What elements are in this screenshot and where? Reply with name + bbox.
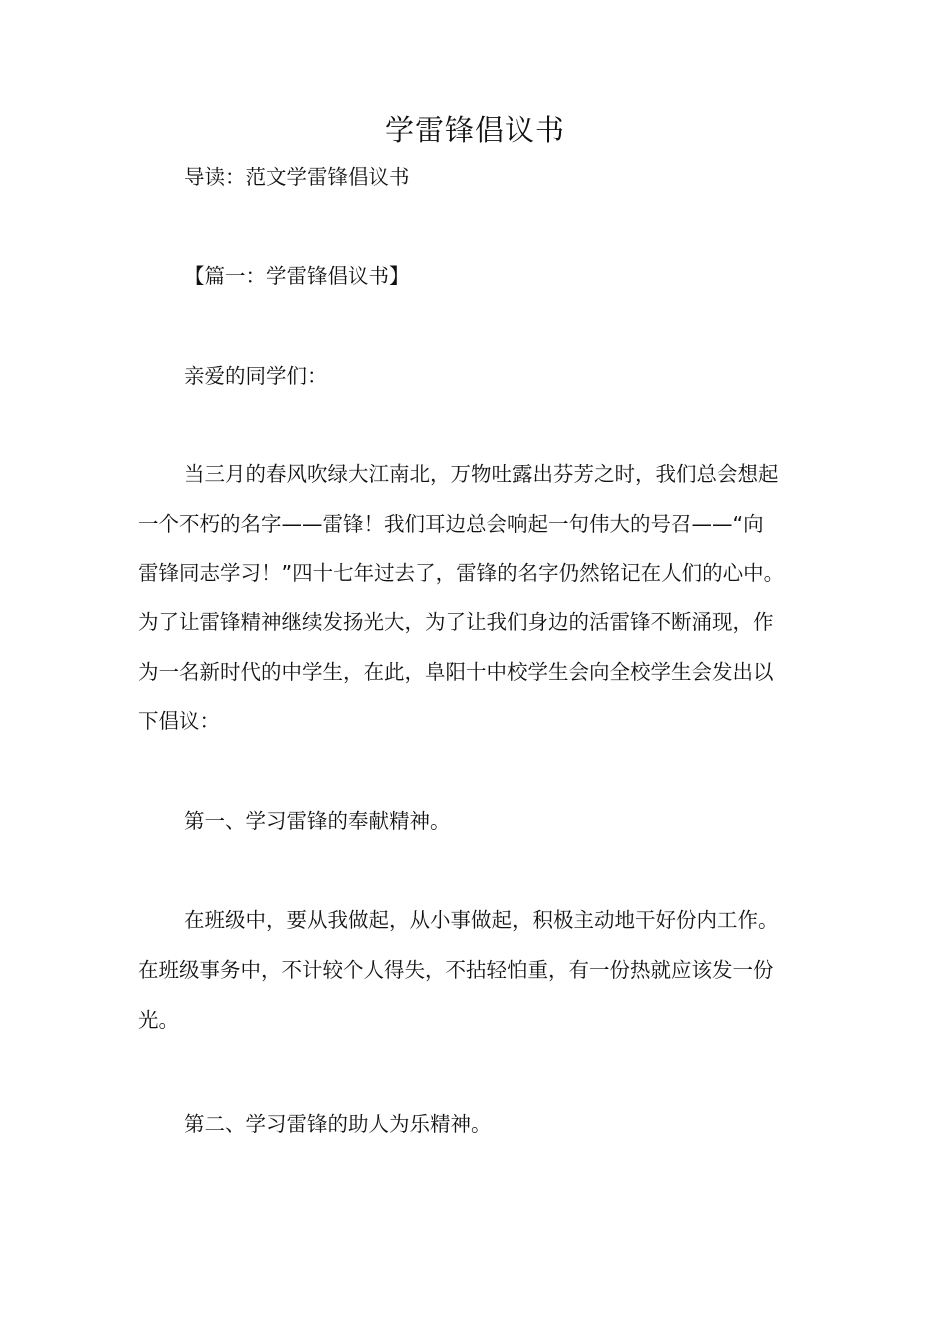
paragraph-line: 光。 (138, 1008, 179, 1032)
section-heading: 【篇一：学雷锋倡议书】 (184, 264, 410, 288)
paragraph-line: 为一名新时代的中学生，在此，阜阳十中校学生会向全校学生会发出以 (138, 660, 774, 684)
paragraph-line: 在班级事务中，不计较个人得失，不拈轻怕重，有一份热就应该发一份 (138, 958, 774, 982)
paragraph-line: 为了让雷锋精神继续发扬光大，为了让我们身边的活雷锋不断涌现，作 (138, 610, 774, 634)
point-heading: 第一、学习雷锋的奉献精神。 (184, 809, 451, 833)
paragraph-line: 下倡议： (138, 709, 220, 733)
document-title: 学雷锋倡议书 (384, 113, 565, 147)
paragraph-line: 雷锋同志学习！”四十七年过去了，雷锋的名字仍然铭记在人们的心中。 (138, 561, 785, 585)
intro-line: 导读：范文学雷锋倡议书 (184, 165, 410, 189)
paragraph-line: 一个不朽的名字——雷锋！我们耳边总会响起一句伟大的号召——“向 (138, 512, 764, 536)
salutation: 亲爱的同学们： (184, 364, 328, 388)
paragraph-line: 当三月的春风吹绿大江南北，万物吐露出芬芳之时，我们总会想起 (184, 462, 779, 486)
point-heading: 第二、学习雷锋的助人为乐精神。 (184, 1112, 492, 1136)
paragraph-line: 在班级中，要从我做起，从小事做起，积极主动地干好份内工作。 (184, 908, 779, 932)
